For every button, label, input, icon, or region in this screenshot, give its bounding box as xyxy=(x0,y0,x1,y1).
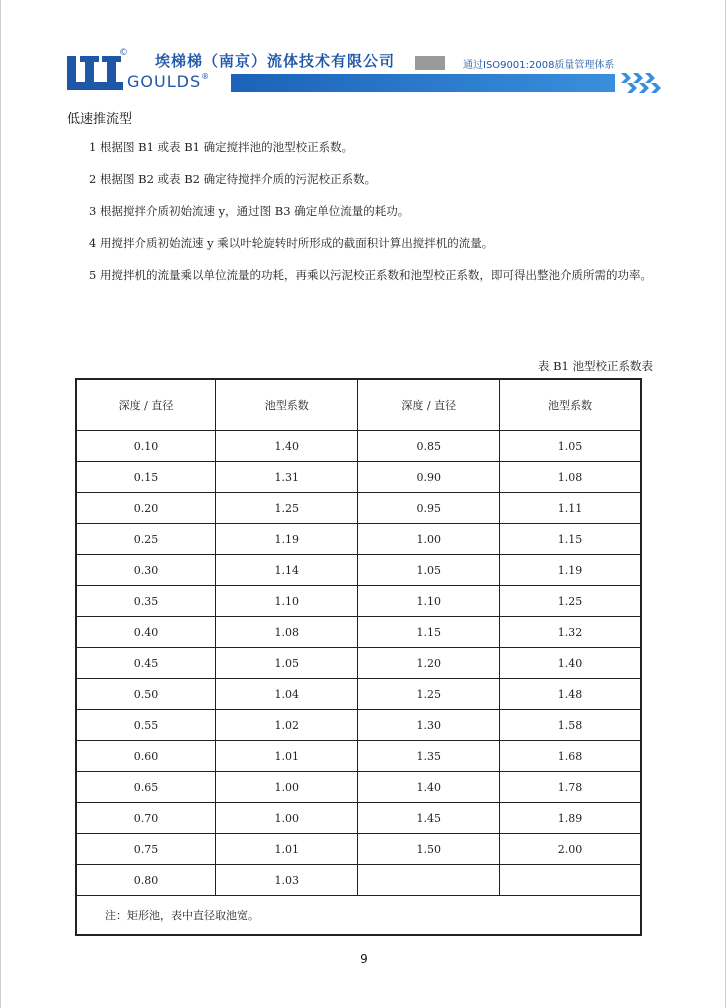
table-row xyxy=(76,648,641,679)
table-cell: 0.65 xyxy=(76,772,216,803)
tank-correction-table xyxy=(75,378,642,936)
table-cell: 1.78 xyxy=(499,772,641,803)
paragraph-1: 1 根据图 B1 或表 B1 确定搅拌池的池型校正系数。 xyxy=(89,140,354,154)
table-cell: 1.32 xyxy=(499,617,641,648)
table-row xyxy=(76,834,641,865)
table-row xyxy=(76,865,641,896)
table-cell: 1.04 xyxy=(216,679,358,710)
table-cell: 1.31 xyxy=(216,462,358,493)
paragraph-2: 2 根据图 B2 或表 B2 确定待搅拌介质的污泥校正系数。 xyxy=(89,172,377,186)
table-row xyxy=(76,741,641,772)
table-cell: 1.25 xyxy=(499,586,641,617)
header-coefficient-1: 池型系数 xyxy=(216,379,358,431)
table-cell: 1.11 xyxy=(499,493,641,524)
table-header-row xyxy=(76,379,641,431)
table-cell: 1.05 xyxy=(358,555,499,586)
table-cell: 1.19 xyxy=(499,555,641,586)
table-cell: 1.48 xyxy=(499,679,641,710)
table-cell: 1.05 xyxy=(499,431,641,462)
table-row xyxy=(76,710,641,741)
table-cell: 0.90 xyxy=(358,462,499,493)
brand-name xyxy=(127,72,210,91)
table-cell: 1.30 xyxy=(358,710,499,741)
table-cell: 0.85 xyxy=(358,431,499,462)
table-cell: 0.50 xyxy=(76,679,216,710)
table-row xyxy=(76,679,641,710)
table-row xyxy=(76,586,641,617)
table-cell: 0.40 xyxy=(76,617,216,648)
table-row xyxy=(76,493,641,524)
table-cell: 1.01 xyxy=(216,741,358,772)
paragraph-4: 4 用搅拌介质初始流速 y 乘以叶轮旋转时所形成的截面积计算出搅拌机的流量。 xyxy=(89,236,494,250)
table-cell xyxy=(499,865,641,896)
table-cell: 1.00 xyxy=(358,524,499,555)
table-cell: 1.50 xyxy=(358,834,499,865)
table-note-row xyxy=(76,896,641,936)
header-depth-diameter-1: 深度 / 直径 xyxy=(76,379,216,431)
table-cell: 0.20 xyxy=(76,493,216,524)
table-cell: 1.03 xyxy=(216,865,358,896)
paragraph-5: 5 用搅拌机的流量乘以单位流量的功耗，再乘以污泥校正系数和池型校正系数，即可得出整池介质所需的功率。 xyxy=(89,268,652,282)
table-row xyxy=(76,524,641,555)
table-row xyxy=(76,772,641,803)
table-cell: 1.19 xyxy=(216,524,358,555)
table-cell: 1.00 xyxy=(216,803,358,834)
table-cell: 1.20 xyxy=(358,648,499,679)
table-cell: 0.75 xyxy=(76,834,216,865)
table-cell xyxy=(358,865,499,896)
table-cell: 0.30 xyxy=(76,555,216,586)
table-cell: 1.40 xyxy=(216,431,358,462)
table-cell: 1.05 xyxy=(216,648,358,679)
table-cell: 1.08 xyxy=(499,462,641,493)
table-row xyxy=(76,462,641,493)
table-cell: 0.70 xyxy=(76,803,216,834)
table-caption: 表 B1 池型校正系数表 xyxy=(537,359,653,373)
table-note: 注：矩形池，表中直径取池宽。 xyxy=(76,896,641,936)
table-cell: 0.45 xyxy=(76,648,216,679)
table-cell: 1.25 xyxy=(216,493,358,524)
certification-text: 通过ISO9001:2008质量管理体系 xyxy=(463,60,615,71)
table-row xyxy=(76,617,641,648)
table-cell: 1.14 xyxy=(216,555,358,586)
paragraph-3: 3 根据搅拌介质初始流速 y，通过图 B3 确定单位流量的耗功。 xyxy=(89,204,410,218)
brand-registered-mark: ® xyxy=(201,72,211,81)
table-cell: 0.95 xyxy=(358,493,499,524)
table-cell: 0.15 xyxy=(76,462,216,493)
table-cell: 1.45 xyxy=(358,803,499,834)
header-blue-bar xyxy=(231,74,615,92)
table-body xyxy=(76,431,641,896)
table-cell: 1.10 xyxy=(216,586,358,617)
chevron-arrows-icon xyxy=(621,71,681,95)
header-coefficient-2: 池型系数 xyxy=(499,379,641,431)
goulds-logo-icon xyxy=(67,54,127,92)
table-cell: 0.80 xyxy=(76,865,216,896)
table-cell: 1.40 xyxy=(499,648,641,679)
table-cell: 1.01 xyxy=(216,834,358,865)
table-cell: 0.35 xyxy=(76,586,216,617)
header-depth-diameter-2: 深度 / 直径 xyxy=(358,379,499,431)
table-cell: 1.15 xyxy=(499,524,641,555)
table-cell: 1.00 xyxy=(216,772,358,803)
table-cell: 1.89 xyxy=(499,803,641,834)
table-cell: 1.25 xyxy=(358,679,499,710)
logo-registered-mark: © xyxy=(119,48,128,58)
table-cell: 0.10 xyxy=(76,431,216,462)
table-cell: 1.40 xyxy=(358,772,499,803)
page-number: 9 xyxy=(360,952,368,966)
table-cell: 1.15 xyxy=(358,617,499,648)
table-row xyxy=(76,431,641,462)
table-cell: 0.25 xyxy=(76,524,216,555)
table-cell: 1.10 xyxy=(358,586,499,617)
brand-text: GOULDS xyxy=(127,72,202,91)
table-cell: 0.60 xyxy=(76,741,216,772)
page-header xyxy=(1,40,726,100)
table-row xyxy=(76,803,641,834)
table-cell: 2.00 xyxy=(499,834,641,865)
table-row xyxy=(76,555,641,586)
header-grey-bar xyxy=(415,56,445,70)
table-cell: 1.68 xyxy=(499,741,641,772)
table-cell: 0.55 xyxy=(76,710,216,741)
table-cell: 1.08 xyxy=(216,617,358,648)
table-cell: 1.35 xyxy=(358,741,499,772)
table-cell: 1.02 xyxy=(216,710,358,741)
table-cell: 1.58 xyxy=(499,710,641,741)
company-name: 埃梯梯（南京）流体技术有限公司 xyxy=(155,52,396,70)
section-title: 低速推流型 xyxy=(67,112,133,127)
